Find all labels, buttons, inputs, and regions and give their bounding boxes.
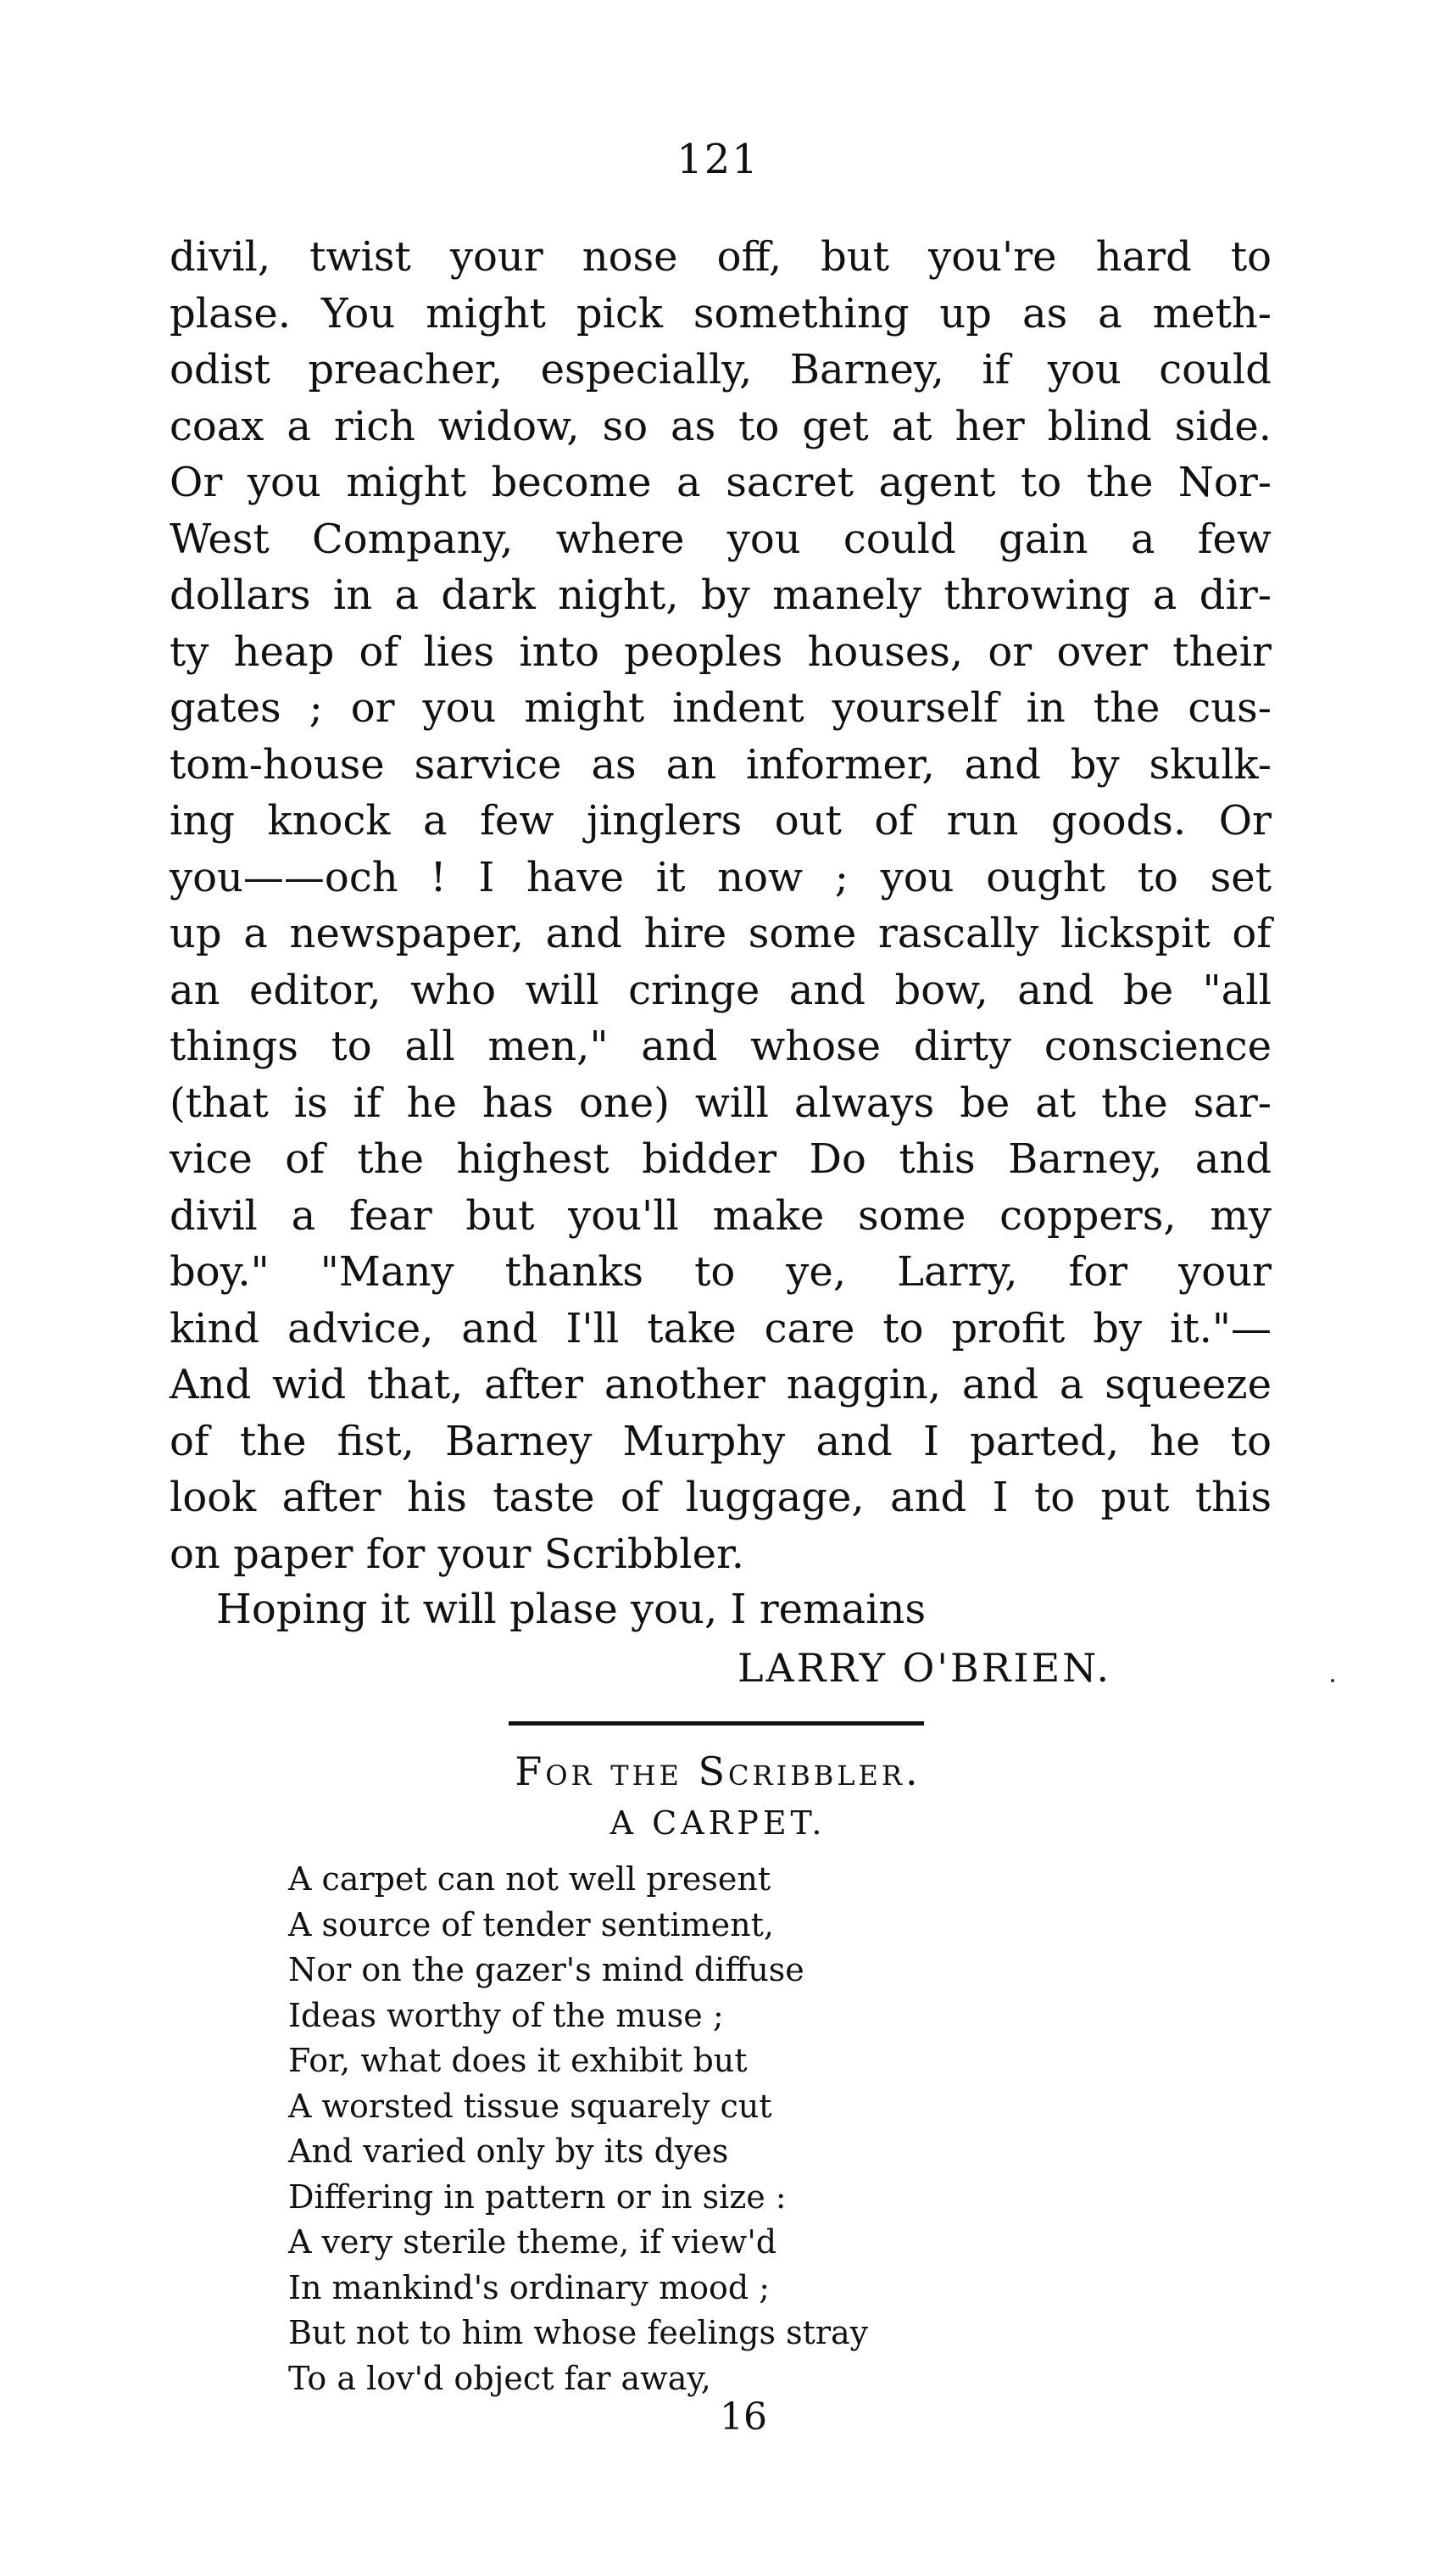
prose-line: kind advice, and I'll take care to profit by it."—: [170, 1304, 1272, 1352]
prose-line: an editor, who will cringe and bow, and be "all: [170, 966, 1272, 1014]
poem-line: And varied only by its dyes: [288, 2133, 729, 2170]
letter-closing: Hoping it will plase you, I remains: [216, 1586, 927, 1633]
prose-line: boy." "Many thanks to ye, Larry, for your: [170, 1248, 1272, 1296]
page-number: 121: [676, 136, 760, 183]
poem-line: A very sterile theme, if view'd: [288, 2223, 777, 2261]
section-divider: [509, 1721, 924, 1726]
poem-line: Nor on the gazer's mind diffuse: [288, 1951, 804, 1988]
prose-line: tom-house sarvice as an informer, and by skulk-: [170, 740, 1272, 789]
poem-line: Differing in pattern or in size :: [288, 2177, 787, 2216]
letter-body: [170, 229, 1272, 1582]
margin-speck: [1331, 1679, 1334, 1682]
poem-line: A source of tender sentiment,: [288, 1905, 774, 1943]
prose-line: odist preacher, especially, Barney, if you could: [170, 346, 1272, 393]
poem-body: [288, 1857, 868, 2401]
poem-title: A CARPET.: [609, 1804, 827, 1842]
prose-line: vice of the highest bidder Do this Barney, and: [170, 1135, 1272, 1183]
poem-line: Ideas worthy of the muse ;: [288, 1996, 724, 2034]
prose-line: you——och ! I have it now ; you ought to set: [170, 853, 1272, 901]
prose-line: up a newspaper, and hire some rascally lickspit of: [170, 910, 1272, 957]
prose-line: divil a fear but you'll make some coppers, my: [170, 1191, 1272, 1240]
prose-line: look after his taste of luggage, and I to put this: [170, 1474, 1272, 1521]
prose-line: on paper for your Scribbler.: [170, 1530, 744, 1578]
prose-line: ty heap of lies into peoples houses, or over their: [170, 627, 1272, 676]
poem-line: A carpet can not well present: [288, 1860, 771, 1898]
poem-line: But not to him whose feelings stray: [288, 2314, 869, 2351]
poem-line: A worsted tissue squarely cut: [288, 2087, 772, 2125]
prose-line: ing knock a few jinglers out of run goods. Or: [170, 797, 1272, 845]
prose-line: West Company, where you could gain a few: [170, 515, 1272, 563]
prose-line: plase. You might pick something up as a meth-: [170, 289, 1272, 337]
printer-signature-mark: 16: [720, 2395, 767, 2439]
prose-line: things to all men," and whose dirty conscience: [170, 1023, 1272, 1070]
prose-line: gates ; or you might indent yourself in the cus-: [170, 684, 1272, 732]
prose-line: And wid that, after another naggin, and a squeeze: [170, 1361, 1272, 1408]
letter-signature: LARRY O'BRIEN.: [737, 1645, 1112, 1691]
prose-line: Or you might become a sacret agent to the Nor-: [170, 459, 1272, 506]
prose-line: (that is if he has one) will always be at the sar-: [170, 1079, 1272, 1127]
prose-line: coax a rich widow, so as to get at her blind side.: [170, 402, 1272, 450]
poem-line: For, what does it exhibit but: [288, 2042, 748, 2079]
prose-line: of the fist, Barney Murphy and I parted, he to: [170, 1417, 1272, 1465]
poem-line: In mankind's ordinary mood ;: [288, 2268, 771, 2306]
prose-line: divil, twist your nose off, but you're hard to: [170, 233, 1272, 281]
poem-dedication: For the Scribbler.: [515, 1748, 921, 1794]
poem-line: To a lov'd object far away,: [288, 2359, 711, 2397]
prose-line: dollars in a dark night, by manely throwing a dir-: [170, 572, 1272, 619]
